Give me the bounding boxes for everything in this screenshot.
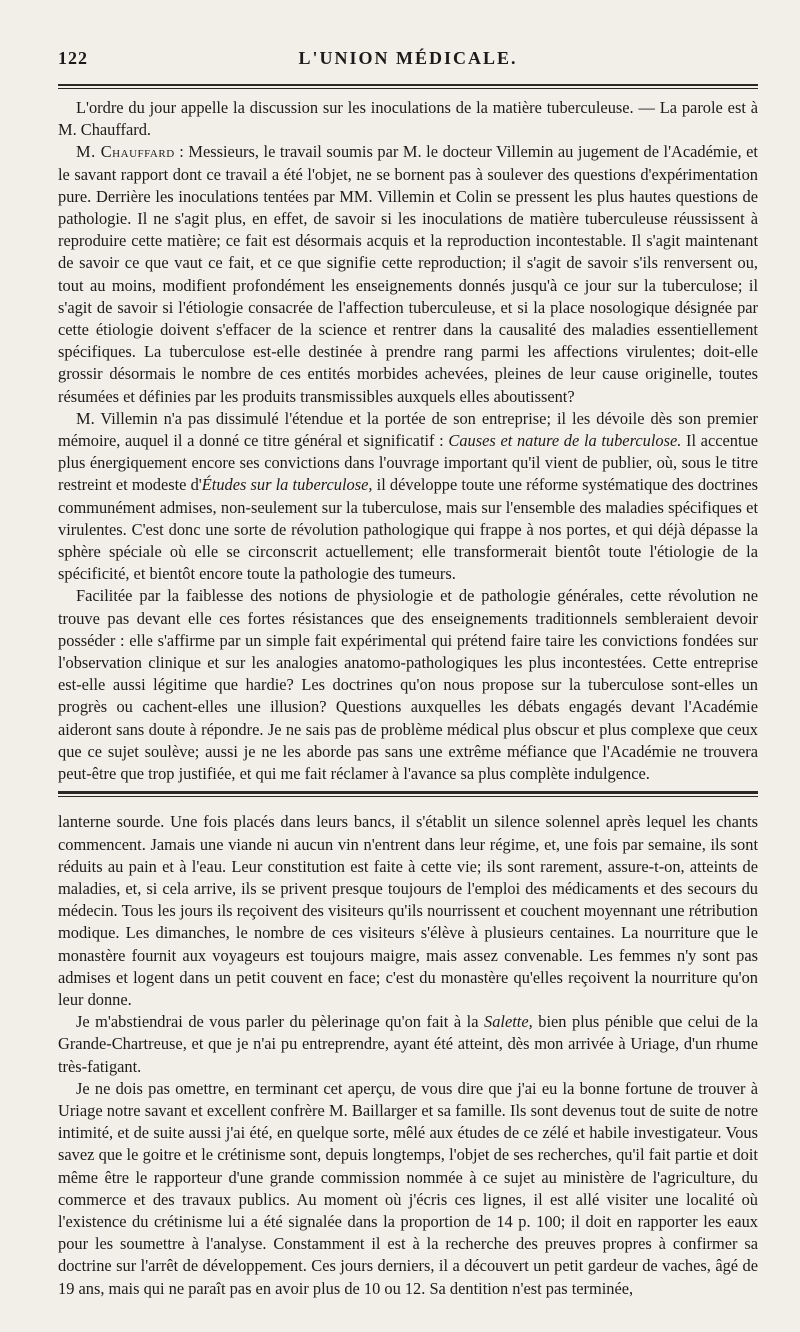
place-name: Salette, [484, 1012, 533, 1032]
feuilleton-section [58, 811, 758, 1299]
villemin-paragraph [58, 408, 758, 586]
memoir-title: Causes et nature de la tuberculose. [448, 431, 682, 451]
villemin-text-a: M. Villemin n'a pas dissimulé l'étendue et la portée de son entreprise; il les dévoile dès son premier mémoire, auquel il a donné ce titre général et significatif : [58, 408, 758, 451]
running-head [58, 40, 758, 78]
academy-proceedings-section [58, 97, 758, 785]
villemin-text-b: Il accentue plus énergiquement encore ses convictions dans l'ouvrage important qu'il vient de publier, où, sous le titre restreint et modeste d' [58, 431, 758, 495]
page-number: 122 [58, 48, 88, 68]
revolution-paragraph: Facilitée par la faiblesse des notions de physiologie et de pathologie générales, cette révolution ne trouve pas devant elle ces fortes résistances que des enseignements traditionnels sembleraient devoir posséder : elle s'affirme par un simple fait expérimental qui prétend faire taire les convictions fondées sur l'observation clinique et sur les analogies anatomo-pathologiques les plus incontestées. Cette entreprise est-elle aussi légitime que hardie? Les doctrines qu'on nous propose sur la tuberculose sont-elles un progrès ou cachent-elles une illusion? Questions auxquelles les débats engagés devant l'Académie aideront sans doute à répondre. Je ne sais pas de problème médical plus obscur et plus complexe que ceux que ce sujet soulève; aussi je ne les aborde pas sans une extrême méfiance que l'Académie ne trouvera peut-être que trop justifiée, et qui me fait réclamer à l'avance sa plus complète indulgence. [58, 586, 758, 784]
header-rule [58, 84, 758, 89]
book-title: Études sur la tuberculose, [201, 475, 373, 495]
speaker-name: M. Chauffard [76, 142, 175, 162]
monastery-paragraph: lanterne sourde. Une fois placés dans leurs bancs, il s'établit un silence solennel après lequel les chants commencent. Jamais une viande ni aucun vin n'entrent dans leur régime, et, une fois par semaine, ils sont réduits au pain et à l'eau. Leur constitution est faite à cette vie; ils sont rarement, assure-t-on, atteints de maladies, et, si cela arrive, ils se privent presque toujours de l'emploi des médicaments et des secours du médecin. Tous les jours ils reçoivent des visiteurs qu'ils nourrissent et couchent moyennant une rétribution modique. Les dimanches, le nombre de ces visiteurs s'élève à plusieurs centaines. La nourriture que le monastère fournit aux voyageurs est toujours maigre, mais assez convenable. Les femmes n'y sont pas admises et logent dans un petit couvent en face; c'est du monastère qu'elles reçoivent la nourriture qu'on leur donne. [58, 812, 758, 1009]
order-of-day-paragraph: L'ordre du jour appelle la discussion sur les inoculations de la matière tuberculeuse. — La parole est à M. Chauffard. [58, 98, 758, 140]
speech-text: : Messieurs, le travail soumis par M. le docteur Villemin au jugement de l'Académie, et le savant rapport dont ce travail a été l'objet, ne se bornent pas à soulever des questions d'expérimentation pure. Derrière les inoculations tentées par MM. Villemin et Colin se pressent les plus hautes questions de pathologie. Il ne s'agit plus, en effet, de savoir si les inoculations de matière tuberculeuse réussissent à reproduire cette matière; ce fait est désormais acquis et la reproduction incontestable. Il s'agit maintenant de savoir ce que vaut ce fait, et ce que signifie cette reproduction; il s'agit de savoir s'ils renversent ou, tout au moins, modifient profondément les enseignements donnés jusqu'à ce jour sur la tuberculose; il s'agit de savoir si l'étiologie consacrée de l'affection tuberculeuse, et si la place nosologique désignée par cette étiologie doivent s'effacer de la science et rentrer dans la causalité des maladies essentiellement spécifiques. La tuberculose est-elle destinée à prendre rang parmi les affections virulentes; doit-elle grossir désormais le nombre de ces entités morbides achevées, pleines de leur cause originelle, toutes résumées et définies par les produits transmissibles auxquels elles aboutissent? [58, 142, 758, 406]
pilgrimage-text-b: bien plus pénible que celui de la Grande-Chartreuse, et que je n'ai pu entreprendre, ayant été atteint, dès mon arrivée à Uriage, d'un rhume très-fatigant. [58, 1012, 758, 1076]
pilgrimage-text-a: Je m'abstiendrai de vous parler du pèlerinage qu'on fait à la [76, 1012, 485, 1032]
chauffard-speech-paragraph [58, 141, 758, 407]
journal-title: L'UNION MÉDICALE. [298, 48, 518, 68]
pilgrimage-paragraph [58, 1011, 758, 1078]
villemin-text-c: il développe toute une réforme systématique des doctrines communément admises, non-seulement sur la tuberculose, mais sur l'ensemble des maladies spécifiques et virulentes. C'est donc une sorte de révolution pathologique qui frappe à nos portes, et qui déjà dépasse la sphère spéciale où elle se circonscrit actuellement; elle transformerait bientôt toute l'étiologie de la spécificité, et bientôt encore toute la pathologie des tumeurs. [58, 475, 758, 584]
baillarger-paragraph: Je ne dois pas omettre, en terminant cet aperçu, de vous dire que j'ai eu la bonne fortune de trouver à Uriage notre savant et excellent confrère M. Baillarger et sa famille. Ils sont devenus tout de suite de notre intimité, et de suite aussi j'ai été, en quelque sorte, mêlé aux études de ce zélé et habile investigateur. Vous savez que le goitre et le crétinisme sont, depuis longtemps, l'objet de ses recherches, qu'il fait partie et doit même être le rapporteur d'une grande commission nommée à ce sujet au ministère de l'agriculture, du commerce et des travaux publics. Au moment où j'écris ces lignes, il est allé visiter une localité où l'existence du crétinisme lui a été signalée dans la proportion de 14 p. 100; il doit en rapporter les eaux pour les soumettre à l'analyse. Constamment il est à la recherche des preuves propres à confirmer sa doctrine sur l'arrêt de développement. Ces jours derniers, il a découvert un petit gardeur de vaches, âgé de 19 ans, mais qui ne paraît pas en avoir plus de 10 ou 12. Sa dentition n'est pas terminée, [58, 1078, 758, 1298]
section-divider [58, 791, 758, 797]
